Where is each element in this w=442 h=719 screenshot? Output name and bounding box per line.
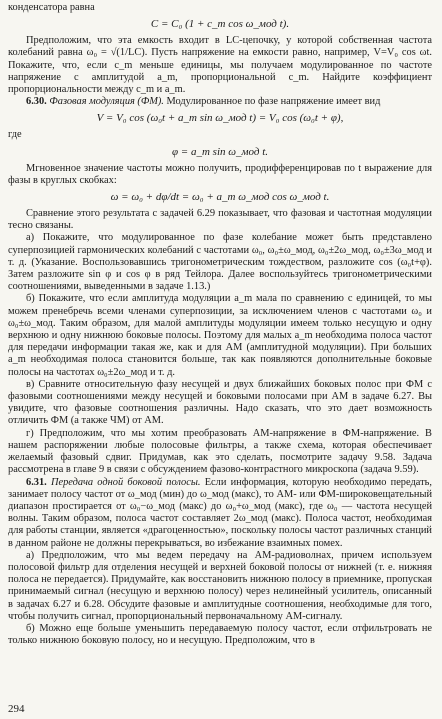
paragraph: Сравнение этого результата с задачей 6.29 показывает, что фазовая и частотная модуляции тесно связаны.	[8, 208, 432, 232]
problem-6-31	[8, 477, 432, 550]
problem-number: 6.31.	[26, 476, 47, 488]
subproblem-v: в) Сравните относительную фазу несущей и двух ближайших боковых полос при ФМ с фазовыми соотношениями между несущей и боковыми полосами при АМ в задаче 6.27. Вы увидите, что фазовые соотношения различны. Надо сказать, что это дает возможность отличить ФМ (а также ЧМ) от АМ.	[8, 378, 432, 427]
equation-phase-modulation: V = V₀ cos (ω₀t + a_m sin ω_мод t) = V₀ cos (ω₀t + φ),	[96, 112, 344, 125]
subproblem-a: а) Предположим, что мы ведем передачу на АМ-радиоволнах, причем используем полосовой фильтр для отделения несущей и верхней боковой полосы от нижней (т. е. нижняя полоса не передается). Придумайте, как восстановить нижнюю полосу в приемнике, пропуская принимаемый сигнал (несущую и верхнюю полосу) через нелинейный усилитель, описанный в задачах 6.27 и 6.28. Обсудите фазовые и амплитудные соотношения, необходимые для того, чтобы получить сигнал, пропорциональный первоначальному АМ-сигналу.	[8, 549, 432, 622]
subproblem-b: б) Покажите, что если амплитуда модуляции a_m мала по сравнению с единицей, то мы можем пренебречь всеми членами суперпозиции, за исключением членов с частотами ω₀ и ω₀±ω_мод. Таким образом, для малой амплитуды модуляции имеем только несущую и одну верхнюю и одну нижнюю боковые полосы. Поэтому для малых a_m необходима полоса частот для передачи информации такая же, как и для АМ (амплитудной модуляции). При больших a_m необходимая полоса становится больше, так как появляются дополнительные боковые полосы на частотах ω₀±2ω_мод и т. д.	[8, 293, 432, 378]
problem-title: Фазовая модуляция (ФМ).	[49, 96, 164, 108]
paragraph: Мгновенное значение частоты можно получить, продифференцировав по t выражение для фазы в круглых скобках:	[8, 162, 432, 186]
problem-number: 6.30.	[26, 96, 47, 108]
subproblem-g: г) Предположим, что мы хотим преобразовать АМ-напряжение в ФМ-напряжение. В нашем распоряжении любые полосовые фильтры, а также схема, которая обеспечивает желаемый фазовый сдвиг. Придумав, как это сделать, посмотрите задачу 9.58. Задача рассмотрена в главе 9 в связи с обсуждением фазово-контрастного микроскопа (задача 9.59).	[8, 427, 432, 476]
subproblem-a: а) Покажите, что модулированное по фазе колебание может быть представлено суперпозицией гармонических колебаний с частотами ω₀, ω₀±ω_мод, ω₀±2ω_мод, ω₀±3ω_мод и т. д. (Указание. Воспользовавшись тригонометрическим тождеством, разложите cos (ω₀t+φ). Затем разложите sin φ и cos φ в ряд Тейлора. Далее воспользуйтесь тригонометрическими соотношениями, выведенными в задаче 1.13.)	[8, 232, 432, 293]
problem-text: Модулированное по фазе напряжение имеет вид	[166, 96, 381, 108]
text-line: конденсатора равна	[8, 2, 95, 13]
problem-title: Передача одной боковой полосы.	[50, 476, 201, 488]
text-where: где	[8, 129, 22, 141]
equation-frequency: ω = ω₀ + dφ/dt = ω₀ + a_m ω_мод cos ω_мод t.	[110, 191, 330, 204]
problem-6-30	[8, 96, 432, 108]
equation-phi: φ = a_m sin ω_мод t.	[171, 145, 269, 158]
problem-text: Если информация, которую необходимо передать, занимает полосу частот от ω_мод (мин) до ω_мод (макс), то АМ- или ФМ-широковещательный диапазон простирается от ω₀−ω_мод (макс) до ω₀+ω_мод (макс), где ω₀ — частота несущей волны. Таким образом, полоса частот составляет 2ω_мод (макс). Полоса частот, необходимая для работы станции, является «драгоценностью», поскольку полосы частот различных станций в данном районе не должны перекрываться, во избежание взаимных помех.	[8, 476, 432, 549]
page-number: 294	[8, 702, 25, 715]
paragraph: Предположим, что эта емкость входит в LC-цепочку, у которой собственная частота колебаний равна ω₀ = √(1/LC). Пусть напряжение на емкости равно, например, V=V₀ cos ωt. Покажите, что, если c_m меньше единицы, мы получаем модулированное по частоте напряжение с амплитудой a_m, пропорциональной c_m. Найдите коэффициент пропорциональности между c_m и a_m.	[8, 35, 432, 96]
subproblem-b: б) Можно еще больше уменьшить передаваемую полосу частот, если отфильтровать не только нижнюю боковую полосу, но и несущую. Предположим, что в	[8, 622, 432, 647]
equation-capacitance: C = C₀ (1 + c_m cos ω_мод t).	[150, 18, 290, 31]
